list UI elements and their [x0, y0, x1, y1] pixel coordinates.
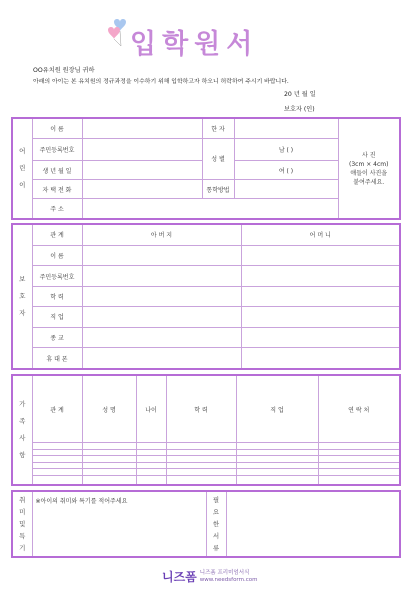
guardian-row-label: 주민등록번호 — [32, 266, 82, 286]
hobby-section-label: 취 미 및 특 기 — [12, 491, 32, 557]
guardian-row-label: 학 력 — [32, 286, 82, 306]
family-header: 학 력 — [166, 375, 236, 443]
hanja-field[interactable] — [234, 118, 338, 138]
guardian-section-table — [11, 223, 401, 370]
family-section-label: 가 족 사 항 — [12, 375, 32, 485]
mother-job-field[interactable] — [241, 307, 400, 327]
birth-label: 생 년 월 일 — [32, 161, 82, 180]
gender-male-option[interactable]: 남 ( ) — [234, 138, 338, 161]
father-name-field[interactable] — [82, 245, 241, 265]
extra-section-table — [11, 490, 401, 558]
family-section-table — [11, 374, 401, 486]
family-cell[interactable] — [32, 475, 82, 485]
brand-url: www.needsform.com — [199, 576, 258, 583]
birth-field[interactable] — [82, 161, 202, 180]
child-name-field[interactable] — [82, 118, 202, 138]
guardian-row-label: 휴 대 폰 — [32, 348, 82, 369]
commute-field[interactable] — [234, 180, 338, 199]
mother-resident-field[interactable] — [241, 266, 400, 286]
address-field[interactable] — [82, 199, 338, 219]
child-name-label: 이 름 — [32, 118, 82, 138]
guardian-row-label: 종 교 — [32, 327, 82, 347]
family-header: 직 업 — [236, 375, 318, 443]
family-header: 연 락 처 — [318, 375, 400, 443]
family-cell[interactable] — [166, 475, 236, 485]
guardian-row-label: 직 업 — [32, 307, 82, 327]
footer-logo — [162, 568, 257, 585]
resident-no-field[interactable] — [82, 138, 202, 161]
photo-note-2: 붙여주세요. — [353, 178, 385, 186]
family-cell[interactable] — [136, 475, 166, 485]
guardian-relation-label: 관 계 — [32, 224, 82, 245]
home-phone-label: 자 택 전 화 — [32, 180, 82, 199]
family-row — [12, 475, 400, 485]
intro-text: 아래의 아이는 본 유치원의 정규과정을 이수하기 위해 입학하고자 하오니 허락하여 주시기 바랍니다. — [33, 79, 289, 85]
guardian-section-label: 보 호 자 — [12, 224, 32, 369]
father-education-field[interactable] — [82, 286, 241, 306]
family-header: 나이 — [136, 375, 166, 443]
hobby-field[interactable] — [32, 491, 206, 557]
mother-mobile-field[interactable] — [241, 348, 400, 369]
guardian-sign-line: 보호자 (인) — [284, 106, 315, 113]
hobby-hint: ※아이의 취미와 특기를 적어주세요 — [35, 498, 128, 505]
docs-section-label: 필 요 한 서 류 — [206, 491, 226, 557]
family-cell[interactable] — [82, 475, 136, 485]
photo-note-1: 얘들이 사진을 — [350, 169, 388, 177]
gender-label: 성 별 — [202, 138, 234, 180]
resident-no-label: 주민등록번호 — [32, 138, 82, 161]
guardian-row-label: 이 름 — [32, 245, 82, 265]
child-section-label: 어 린 이 — [12, 118, 32, 219]
brand-logo: 니즈폼 — [162, 570, 197, 584]
father-mobile-field[interactable] — [82, 348, 241, 369]
addressee: OO유치원 원장님 귀하 — [33, 67, 95, 74]
gender-female-option[interactable]: 여 ( ) — [234, 161, 338, 180]
mother-header: 어 머 니 — [241, 224, 400, 245]
hanja-label: 한 자 — [202, 118, 234, 138]
mother-name-field[interactable] — [241, 245, 400, 265]
home-phone-field[interactable] — [82, 180, 202, 199]
address-label: 주 소 — [32, 199, 82, 219]
brand-name: 니즈폼 프리미엄서식 — [199, 569, 250, 576]
father-religion-field[interactable] — [82, 327, 241, 347]
photo-size: (3cm × 4cm) — [349, 160, 389, 168]
child-section-table — [11, 117, 401, 220]
date-line: 20 년 월 일 — [284, 91, 316, 98]
photo-title: 사 진 — [362, 151, 376, 159]
photo-box[interactable] — [338, 118, 400, 219]
family-header: 성 명 — [82, 375, 136, 443]
docs-field[interactable] — [226, 491, 400, 557]
commute-label: 통학방법 — [202, 180, 234, 199]
family-header: 관 계 — [32, 375, 82, 443]
father-job-field[interactable] — [82, 307, 241, 327]
mother-education-field[interactable] — [241, 286, 400, 306]
father-resident-field[interactable] — [82, 266, 241, 286]
father-header: 아 버 지 — [82, 224, 241, 245]
page-title: 입학원서 — [130, 29, 259, 60]
family-cell[interactable] — [236, 475, 318, 485]
mother-religion-field[interactable] — [241, 327, 400, 347]
family-cell[interactable] — [318, 475, 400, 485]
